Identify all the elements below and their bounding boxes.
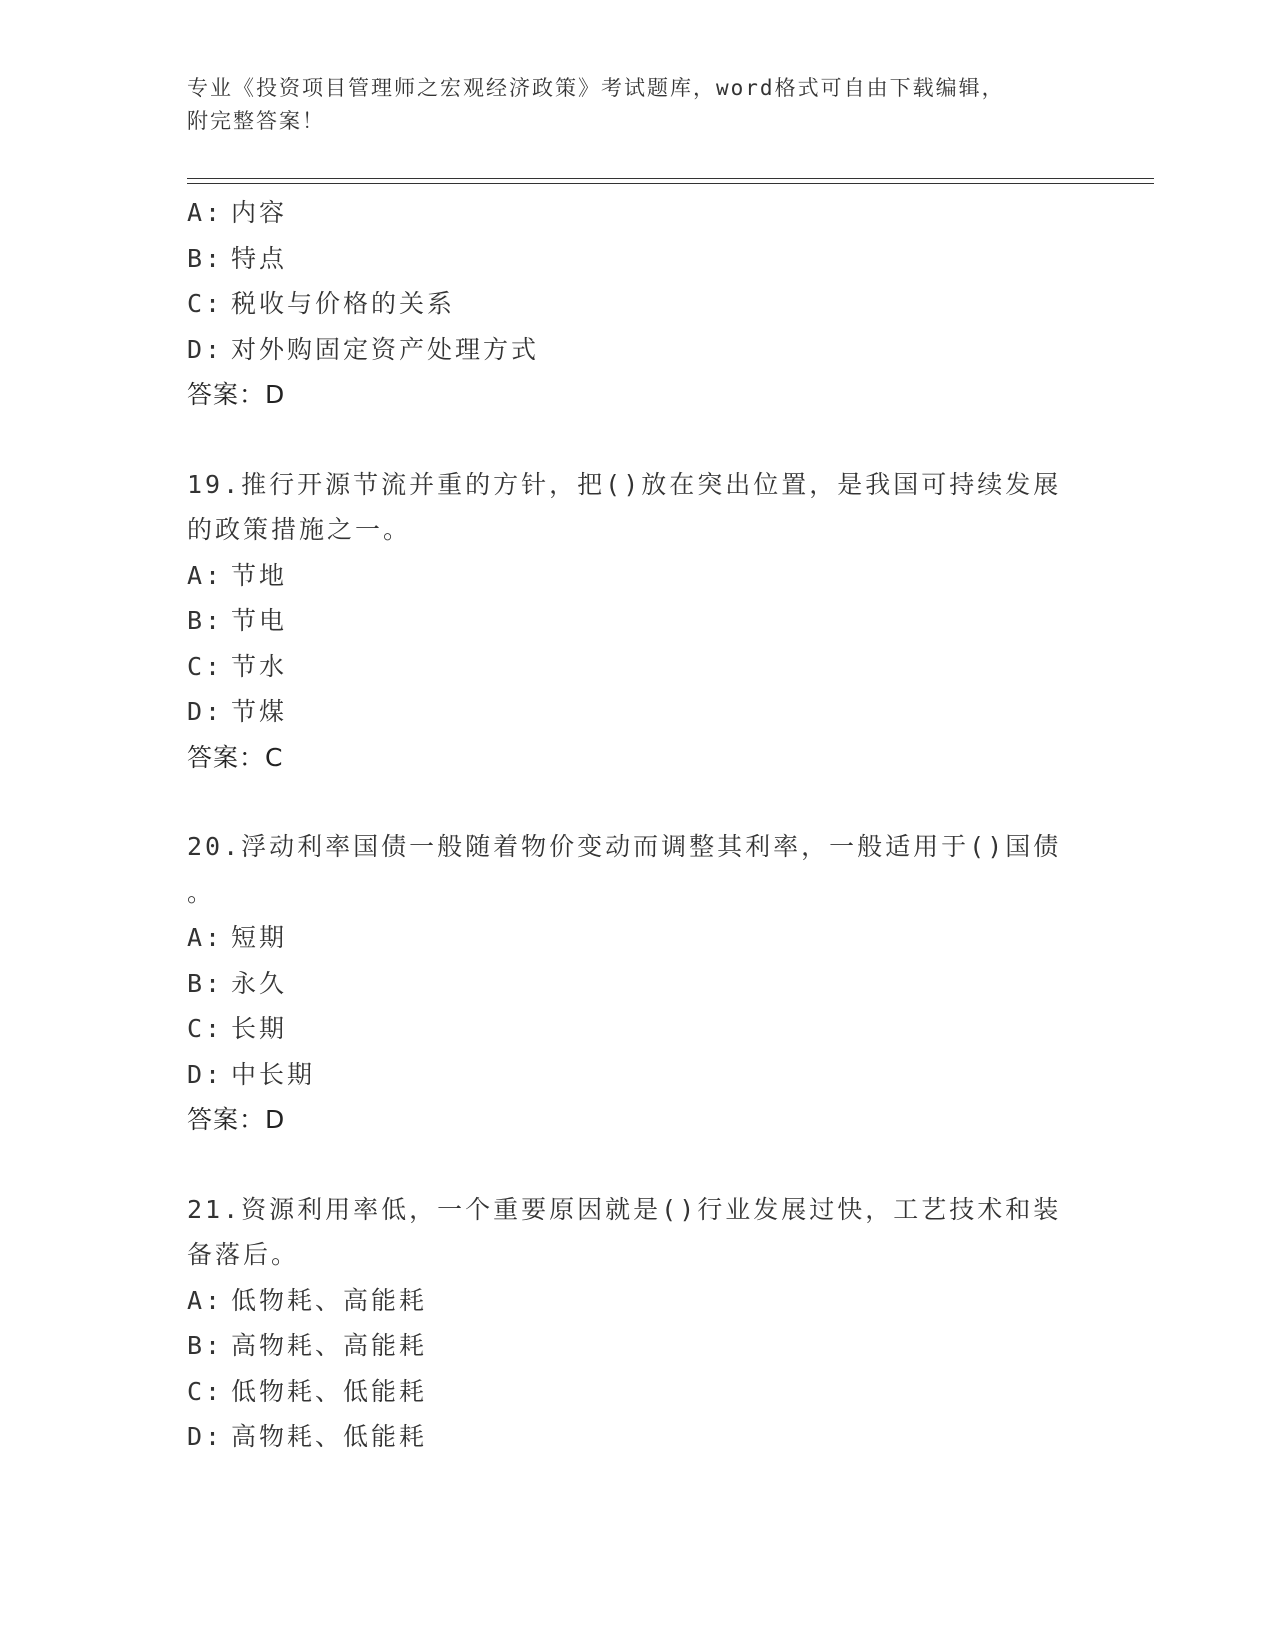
question-text: 的政策措施之一。 bbox=[187, 515, 412, 544]
header-line-1: 专业《投资项目管理师之宏观经济政策》考试题库，word格式可自由下载编辑， bbox=[187, 76, 1005, 100]
option-text: 节煤 bbox=[231, 697, 288, 726]
option-text: 特点 bbox=[231, 243, 288, 273]
option-row bbox=[187, 961, 1087, 1007]
question-block bbox=[187, 824, 1087, 1143]
option-key: C: bbox=[187, 1376, 224, 1406]
question-text: 19.推行开源节流并重的方针，把()放在突出位置，是我国可持续发展 bbox=[187, 469, 1062, 499]
question-list bbox=[187, 190, 1087, 1460]
option-key: A: bbox=[187, 560, 224, 590]
option-key: A: bbox=[187, 198, 224, 227]
option-key: D: bbox=[187, 697, 224, 726]
option-key: A: bbox=[187, 923, 224, 952]
header-line-2: 附完整答案！ bbox=[187, 109, 325, 133]
option-text: 永久 bbox=[231, 968, 288, 998]
option-key: B: bbox=[187, 968, 224, 998]
option-key: D: bbox=[187, 334, 224, 364]
option-key: C: bbox=[187, 1014, 224, 1043]
option-row bbox=[187, 1278, 1087, 1324]
option-text: 高物耗、低能耗 bbox=[231, 1422, 428, 1451]
option-text: 节地 bbox=[231, 560, 288, 590]
header-divider-bottom bbox=[187, 183, 1154, 184]
option-key: C: bbox=[187, 651, 224, 681]
option-row bbox=[187, 327, 1087, 373]
option-key: D: bbox=[187, 1422, 224, 1451]
option-row bbox=[187, 915, 1087, 961]
option-row bbox=[187, 1369, 1087, 1415]
option-text: 内容 bbox=[231, 198, 288, 227]
answer-text: 答案：C bbox=[187, 742, 284, 772]
option-row bbox=[187, 1006, 1087, 1052]
question-text: 。 bbox=[187, 877, 216, 907]
option-key: B: bbox=[187, 1331, 224, 1360]
option-text: 节电 bbox=[231, 606, 288, 635]
option-text: 对外购固定资产处理方式 bbox=[231, 334, 540, 364]
option-key: A: bbox=[187, 1285, 224, 1315]
option-text: 高物耗、高能耗 bbox=[231, 1331, 428, 1360]
option-key: B: bbox=[187, 606, 224, 635]
option-row bbox=[187, 1323, 1087, 1369]
question-block bbox=[187, 190, 1087, 418]
option-row bbox=[187, 644, 1087, 690]
question-text: 20.浮动利率国债一般随着物价变动而调整其利率，一般适用于()国债 bbox=[187, 832, 1062, 861]
option-row bbox=[187, 1052, 1087, 1098]
option-text: 长期 bbox=[231, 1014, 288, 1043]
question-block bbox=[187, 462, 1087, 781]
option-row bbox=[187, 190, 1087, 236]
option-key: B: bbox=[187, 243, 224, 273]
option-row bbox=[187, 689, 1087, 735]
option-row bbox=[187, 281, 1087, 327]
question-block bbox=[187, 1187, 1087, 1460]
option-row bbox=[187, 553, 1087, 599]
answer-text: 答案：D bbox=[187, 1105, 286, 1134]
answer-text: 答案：D bbox=[187, 380, 286, 409]
question-text: 备落后。 bbox=[187, 1240, 300, 1269]
option-key: D: bbox=[187, 1059, 224, 1089]
option-row bbox=[187, 236, 1087, 282]
option-text: 节水 bbox=[231, 651, 288, 681]
header-divider-top bbox=[187, 178, 1154, 179]
option-text: 低物耗、低能耗 bbox=[231, 1376, 428, 1406]
option-row bbox=[187, 598, 1087, 644]
option-text: 税收与价格的关系 bbox=[231, 289, 456, 318]
option-key: C: bbox=[187, 289, 224, 318]
option-text: 低物耗、高能耗 bbox=[231, 1285, 428, 1315]
option-text: 中长期 bbox=[231, 1059, 316, 1089]
document-header bbox=[187, 72, 1067, 138]
question-text: 21.资源利用率低，一个重要原因就是()行业发展过快，工艺技术和装 bbox=[187, 1194, 1062, 1224]
option-text: 短期 bbox=[231, 923, 288, 952]
option-row bbox=[187, 1414, 1087, 1460]
